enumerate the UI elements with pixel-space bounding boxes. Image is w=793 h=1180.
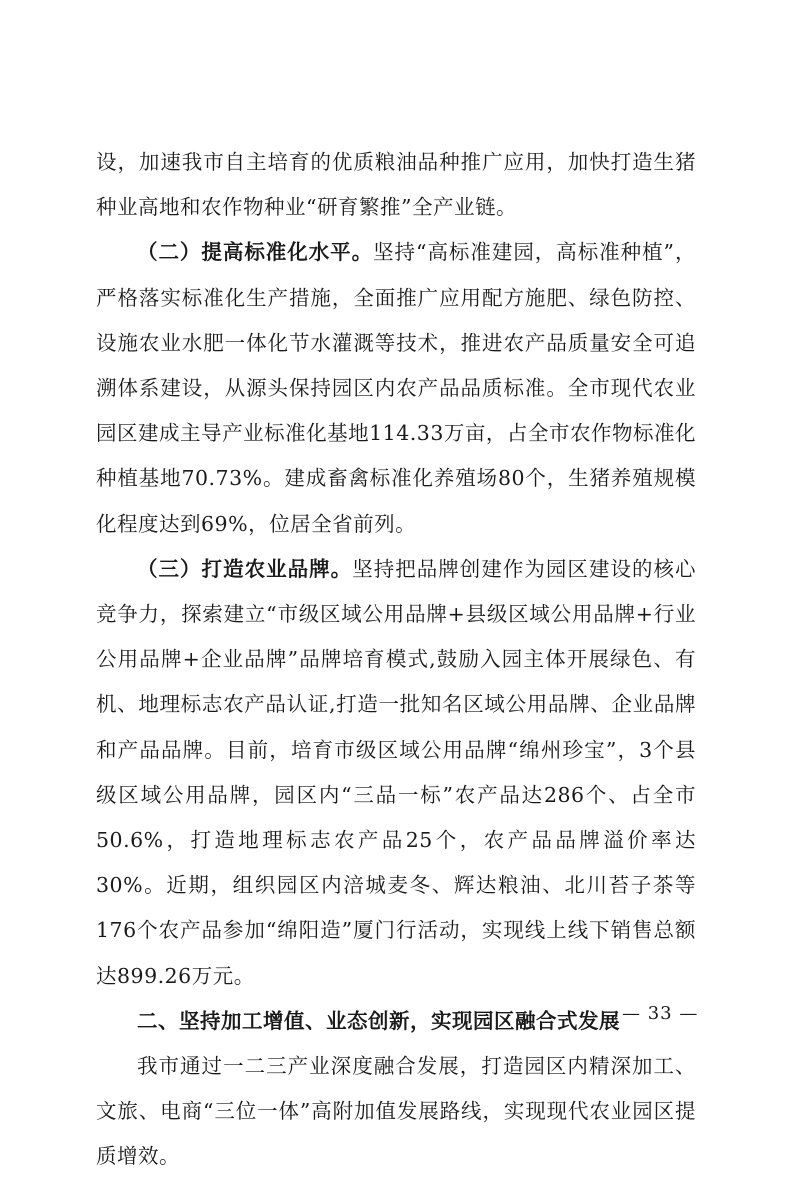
paragraph-text: 坚持把品牌创建作为园区建设的核心竞争力，探索建立“市级区域公用品牌+县级区域公用品牌+行业公用品牌+企业品牌”品牌培育模式,鼓励入园主体开展绿色、有机、地理标志农产品认证,打造一批知名区域公用品牌、企业品牌和产品品牌。目前，培育市级区域公用品牌“绵州珍宝”，3个县级区域公用品牌，园区内“三品一标”农产品达286个、占全市50.6%，打造地理标志农产品25个，农产品品牌溢价率达30%。近期，组织园区内涪城麦冬、辉达粮油、北川苔子茶等176个农产品参加“绵阳造”厦门行活动，实现线上线下销售总额达899.26万元。 [96,556,697,988]
paragraph-text: 我市通过一二三产业深度融合发展，打造园区内精深加工、文旅、电商“三位一体”高附加值发展路线，实现现代农业园区提质增效。 [96,1054,696,1169]
paragraph-heading: （三）打造农业品牌。 [137,556,353,581]
paragraph-text: 坚持“高标准建园，高标准种植”，严格落实标准化生产措施，全面推广应用配方施肥、绿色防控、设施农业水肥一体化节水灌溉等技术，推进农产品质量安全可追溯体系建设，从源头保持园区内农产品品质标准。全市现代农业园区建成主导产业标准化基地114.33万亩，占全市农作物标准化种植基地70.73%。建成畜禽标准化养殖场80个，生猪养殖规模化程度达到69%，位居全省前列。 [96,240,696,536]
paragraph-integration [96,1044,696,1180]
paragraph-heading: （二）提高标准化水平。 [137,240,374,265]
paragraph-continuation [96,140,696,230]
paragraph-standardization [96,230,696,546]
section-heading: 二、坚持加工增值、业态创新，实现园区融合式发展 [137,1008,620,1033]
paragraph-branding [96,547,696,999]
document-body [96,140,696,1180]
paragraph-text: 设，加速我市自主培育的优质粮油品种推广应用，加快打造生猪种业高地和农作物种业“研育繁推”全产业链。 [96,150,696,220]
page-number: — 33 — [622,1003,699,1024]
